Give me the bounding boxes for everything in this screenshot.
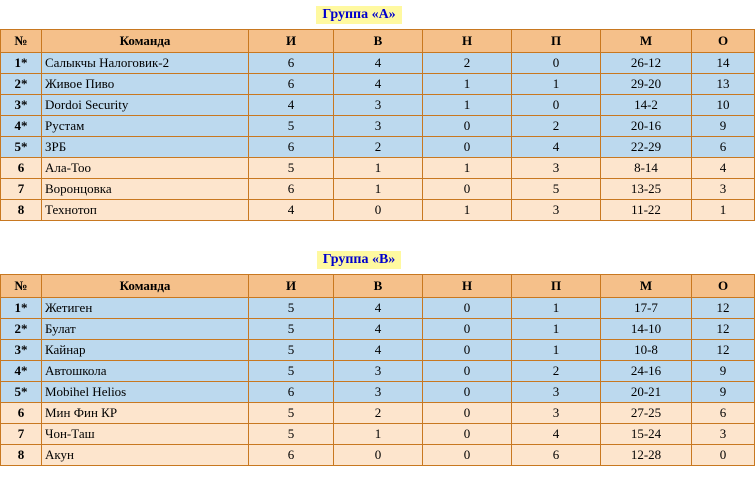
group-b-title-wrap (0, 245, 718, 274)
table-row (1, 319, 755, 340)
cell-number: 3* (1, 95, 42, 116)
cell-goals: 20-21 (601, 382, 692, 403)
cell-games: 6 (249, 445, 334, 466)
cell-games: 5 (249, 424, 334, 445)
cell-wins: 3 (334, 361, 423, 382)
cell-number: 2* (1, 319, 42, 340)
cell-number: 4* (1, 116, 42, 137)
group-a-table-body (1, 53, 755, 221)
cell-team: Живое Пиво (42, 74, 249, 95)
cell-draws: 0 (423, 179, 512, 200)
cell-team: Кайнар (42, 340, 249, 361)
cell-points: 1 (692, 200, 755, 221)
table-header-row (1, 275, 755, 298)
group-b-block (0, 245, 730, 466)
header-number: № (1, 30, 42, 53)
cell-team: ЗРБ (42, 137, 249, 158)
cell-points: 0 (692, 445, 755, 466)
cell-goals: 24-16 (601, 361, 692, 382)
cell-draws: 0 (423, 116, 512, 137)
cell-points: 9 (692, 382, 755, 403)
table-row (1, 298, 755, 319)
cell-points: 3 (692, 179, 755, 200)
header-games: И (249, 30, 334, 53)
cell-draws: 0 (423, 382, 512, 403)
header-goals: М (601, 30, 692, 53)
cell-draws: 0 (423, 424, 512, 445)
cell-points: 6 (692, 403, 755, 424)
cell-draws: 0 (423, 361, 512, 382)
cell-team: Жетиген (42, 298, 249, 319)
table-row (1, 158, 755, 179)
cell-games: 4 (249, 95, 334, 116)
cell-number: 8 (1, 200, 42, 221)
cell-games: 6 (249, 74, 334, 95)
cell-games: 5 (249, 298, 334, 319)
group-a-title-wrap (0, 0, 718, 29)
cell-goals: 11-22 (601, 200, 692, 221)
cell-losses: 1 (512, 298, 601, 319)
cell-losses: 6 (512, 445, 601, 466)
header-losses: П (512, 275, 601, 298)
header-wins: В (334, 30, 423, 53)
cell-draws: 1 (423, 158, 512, 179)
cell-points: 14 (692, 53, 755, 74)
cell-points: 4 (692, 158, 755, 179)
cell-points: 12 (692, 298, 755, 319)
table-header-row (1, 30, 755, 53)
cell-wins: 1 (334, 158, 423, 179)
cell-wins: 4 (334, 53, 423, 74)
cell-number: 1* (1, 53, 42, 74)
cell-wins: 4 (334, 319, 423, 340)
cell-losses: 0 (512, 95, 601, 116)
header-draws: Н (423, 30, 512, 53)
cell-number: 8 (1, 445, 42, 466)
cell-points: 12 (692, 340, 755, 361)
cell-team: Салыкчы Налоговик-2 (42, 53, 249, 74)
cell-games: 5 (249, 319, 334, 340)
group-a-table-head (1, 30, 755, 53)
table-row (1, 53, 755, 74)
cell-goals: 12-28 (601, 445, 692, 466)
cell-losses: 1 (512, 340, 601, 361)
cell-points: 10 (692, 95, 755, 116)
cell-draws: 2 (423, 53, 512, 74)
cell-number: 6 (1, 158, 42, 179)
cell-wins: 4 (334, 340, 423, 361)
cell-points: 3 (692, 424, 755, 445)
cell-losses: 2 (512, 116, 601, 137)
cell-losses: 5 (512, 179, 601, 200)
cell-number: 2* (1, 74, 42, 95)
table-row (1, 179, 755, 200)
header-points: О (692, 30, 755, 53)
header-wins: В (334, 275, 423, 298)
header-games: И (249, 275, 334, 298)
cell-games: 6 (249, 382, 334, 403)
cell-number: 7 (1, 179, 42, 200)
cell-draws: 1 (423, 74, 512, 95)
group-b-table-body (1, 298, 755, 466)
group-b-table (0, 274, 755, 466)
cell-number: 6 (1, 403, 42, 424)
group-a-table (0, 29, 755, 221)
cell-team: Чон-Таш (42, 424, 249, 445)
cell-goals: 10-8 (601, 340, 692, 361)
header-goals: М (601, 275, 692, 298)
header-team: Команда (42, 275, 249, 298)
cell-losses: 3 (512, 382, 601, 403)
cell-team: Автошкола (42, 361, 249, 382)
cell-games: 4 (249, 200, 334, 221)
cell-losses: 3 (512, 158, 601, 179)
cell-wins: 0 (334, 445, 423, 466)
cell-draws: 0 (423, 319, 512, 340)
cell-goals: 20-16 (601, 116, 692, 137)
cell-points: 12 (692, 319, 755, 340)
cell-draws: 1 (423, 95, 512, 116)
table-row (1, 382, 755, 403)
cell-goals: 8-14 (601, 158, 692, 179)
header-number: № (1, 275, 42, 298)
cell-draws: 1 (423, 200, 512, 221)
cell-draws: 0 (423, 137, 512, 158)
cell-wins: 4 (334, 74, 423, 95)
cell-number: 5* (1, 137, 42, 158)
cell-team: Dordoi Security (42, 95, 249, 116)
cell-wins: 3 (334, 382, 423, 403)
cell-wins: 2 (334, 137, 423, 158)
cell-team: Булат (42, 319, 249, 340)
cell-draws: 0 (423, 340, 512, 361)
cell-points: 9 (692, 361, 755, 382)
cell-games: 6 (249, 137, 334, 158)
cell-goals: 26-12 (601, 53, 692, 74)
cell-goals: 27-25 (601, 403, 692, 424)
cell-losses: 3 (512, 200, 601, 221)
cell-number: 1* (1, 298, 42, 319)
cell-goals: 13-25 (601, 179, 692, 200)
table-row (1, 200, 755, 221)
cell-team: Технотоп (42, 200, 249, 221)
cell-wins: 3 (334, 95, 423, 116)
cell-team: Mobihel Helios (42, 382, 249, 403)
cell-losses: 1 (512, 319, 601, 340)
header-team: Команда (42, 30, 249, 53)
cell-losses: 0 (512, 53, 601, 74)
cell-goals: 14-2 (601, 95, 692, 116)
cell-goals: 15-24 (601, 424, 692, 445)
cell-team: Мин Фин КР (42, 403, 249, 424)
cell-wins: 3 (334, 116, 423, 137)
table-row (1, 95, 755, 116)
header-points: О (692, 275, 755, 298)
cell-losses: 2 (512, 361, 601, 382)
cell-number: 4* (1, 361, 42, 382)
cell-number: 5* (1, 382, 42, 403)
group-b-title: Группа «В» (317, 251, 402, 269)
table-row (1, 445, 755, 466)
cell-games: 6 (249, 53, 334, 74)
table-row (1, 116, 755, 137)
table-row (1, 361, 755, 382)
cell-games: 5 (249, 116, 334, 137)
cell-draws: 0 (423, 445, 512, 466)
cell-wins: 2 (334, 403, 423, 424)
cell-wins: 1 (334, 179, 423, 200)
table-row (1, 74, 755, 95)
cell-games: 5 (249, 158, 334, 179)
cell-team: Ала-Тоо (42, 158, 249, 179)
cell-team: Акун (42, 445, 249, 466)
cell-games: 5 (249, 403, 334, 424)
cell-points: 6 (692, 137, 755, 158)
cell-wins: 4 (334, 298, 423, 319)
table-row (1, 340, 755, 361)
group-b-table-head (1, 275, 755, 298)
cell-losses: 3 (512, 403, 601, 424)
cell-games: 5 (249, 340, 334, 361)
cell-games: 6 (249, 179, 334, 200)
cell-wins: 0 (334, 200, 423, 221)
cell-goals: 22-29 (601, 137, 692, 158)
cell-team: Воронцовка (42, 179, 249, 200)
cell-team: Рустам (42, 116, 249, 137)
header-draws: Н (423, 275, 512, 298)
cell-number: 3* (1, 340, 42, 361)
group-a-block (0, 0, 730, 221)
cell-points: 13 (692, 74, 755, 95)
cell-games: 5 (249, 361, 334, 382)
cell-losses: 4 (512, 424, 601, 445)
cell-goals: 29-20 (601, 74, 692, 95)
cell-wins: 1 (334, 424, 423, 445)
cell-number: 7 (1, 424, 42, 445)
cell-losses: 4 (512, 137, 601, 158)
cell-draws: 0 (423, 298, 512, 319)
table-row (1, 403, 755, 424)
group-a-title: Группа «А» (316, 6, 401, 24)
table-row (1, 424, 755, 445)
table-row (1, 137, 755, 158)
cell-goals: 17-7 (601, 298, 692, 319)
cell-losses: 1 (512, 74, 601, 95)
header-losses: П (512, 30, 601, 53)
cell-goals: 14-10 (601, 319, 692, 340)
cell-draws: 0 (423, 403, 512, 424)
cell-points: 9 (692, 116, 755, 137)
